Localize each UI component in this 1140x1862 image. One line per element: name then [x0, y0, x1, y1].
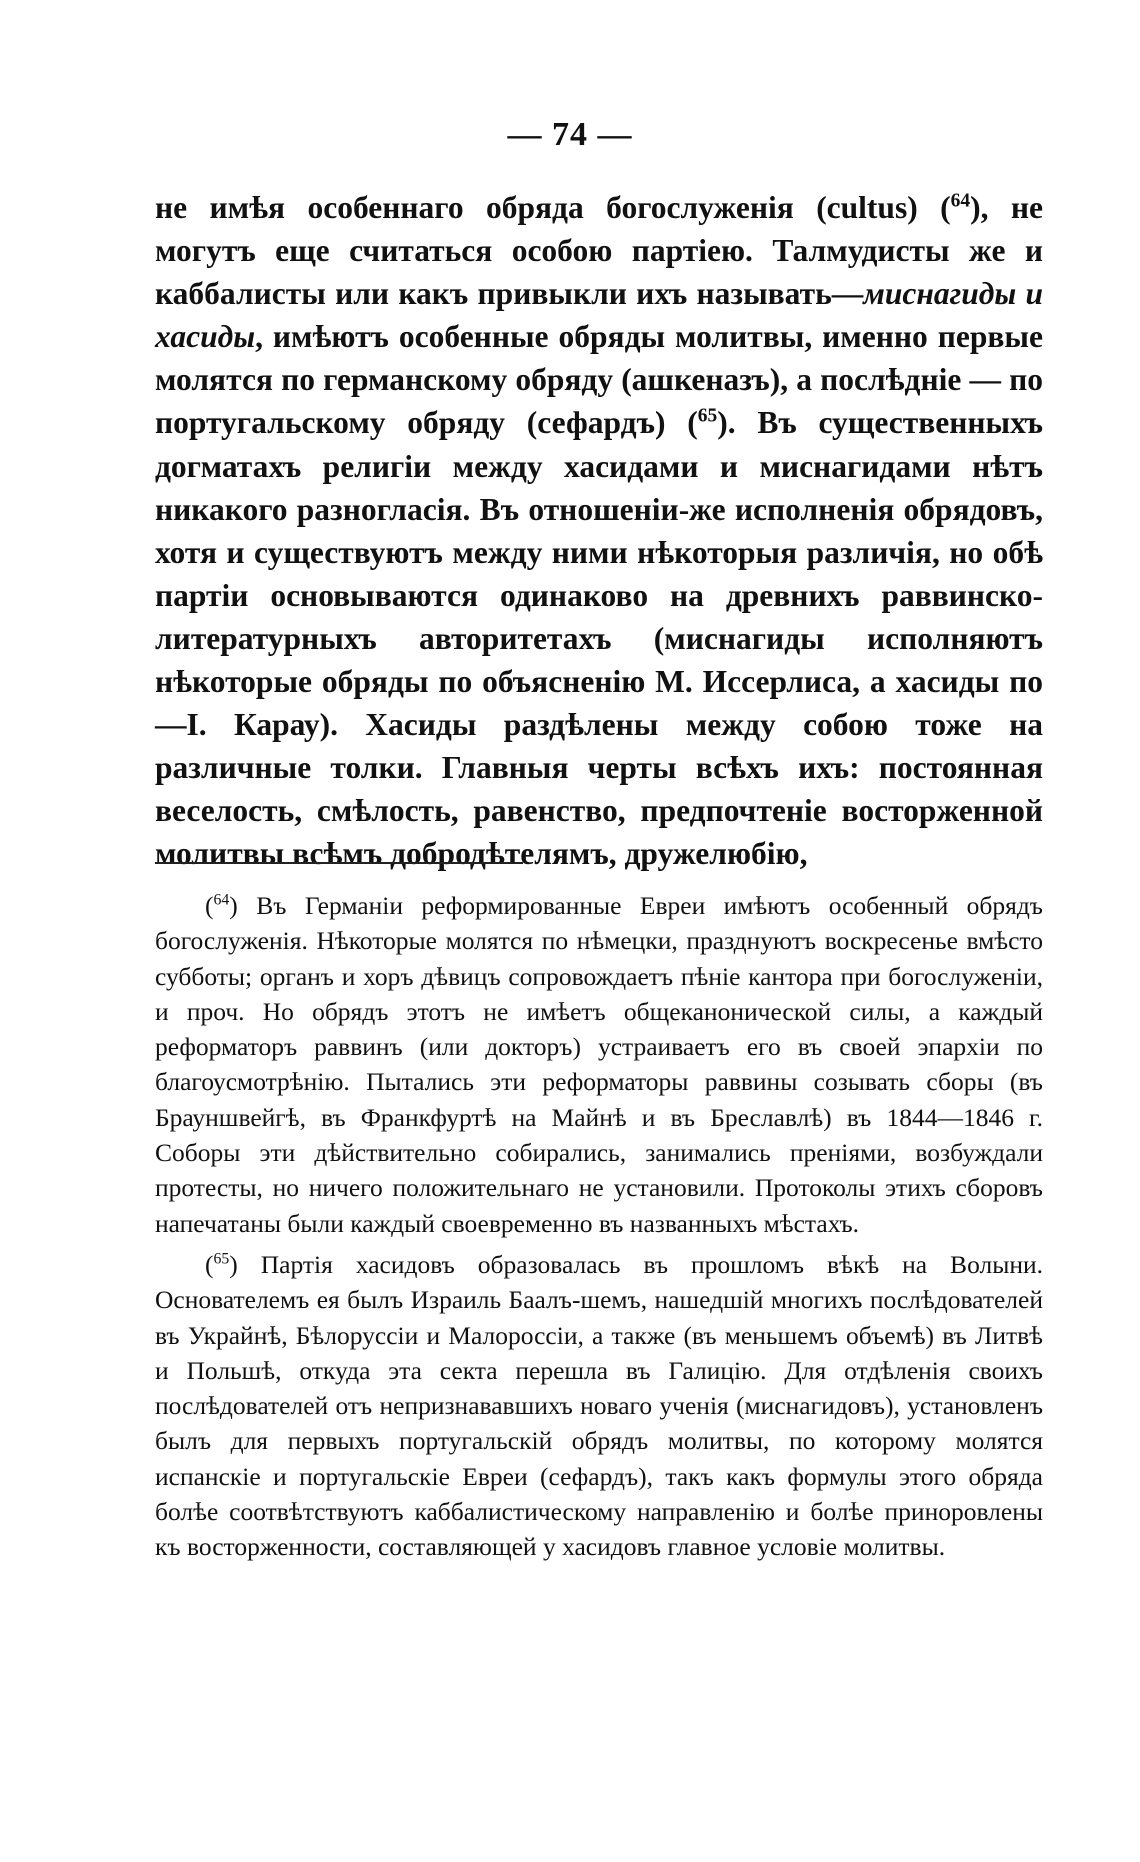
- term-conjunction: и: [1016, 276, 1043, 312]
- page-number: — 74 —: [507, 116, 633, 153]
- footnote-ref-number: 64: [950, 190, 971, 212]
- footnotes: [155, 888, 1043, 1565]
- main-text-segment: . Въ существенныхъ догматахъ религіи между хасидами и миснагидами нѣтъ никакого разногласія. Въ отношеніи-же исполненія обрядовъ, хотя и существуютъ между ними нѣкоторыя различія, но обѣ партіи основываются одинаково на древнихъ раввинско-литературныхъ авторитетахъ (миснагиды исполняютъ нѣкоторые обряды по объясненію М. Иссерлиса, а хасиды по—І. Карау). Хасиды раздѣлены между собою тоже на различные толки. Главныя черты всѣхъ ихъ: постоянная веселость, смѣлость, равенство, предпочтеніе восторженной молитвы всѣмъ добродѣтелямъ, дружелюбію,: [155, 405, 1043, 872]
- footnote-mark-number: 65: [213, 1250, 230, 1268]
- footnote-text: Въ Германіи реформированные Евреи имѣютъ особенный обрядъ богослуженія. Нѣкоторые молятся по нѣмецки, празднуютъ воскресенье вмѣсто субботы; органъ и хоръ дѣвицъ сопровождаетъ пѣніе кантора при богослуженіи, и проч. Но обрядъ этотъ не имѣетъ общеканонической силы, а каждый реформаторъ раввинъ (или докторъ) устраиваетъ его въ своей эпархіи по благоусмотрѣнію. Пытались эти реформаторы раввины созывать сборы (въ Брауншвейгѣ, въ Франкфуртѣ на Майнѣ и въ Бреславлѣ) въ 1844—1846 г. Соборы эти дѣйствительно собирались, занимались преніями, возбуждали протесты, но ничего положительнаго не установили. Протоколы этихъ сборовъ напечатаны были каждый своевременно въ названныхъ мѣстахъ.: [155, 891, 1043, 1238]
- footnote-mark-number: 64: [213, 891, 230, 909]
- footnote-ref-65: ($^{65}$): [687, 405, 728, 441]
- footnote-text: Партія хасидовъ образовалась въ прошломъ вѣкѣ на Волыни. Основателемъ ея былъ Израиль Баалъ-шемъ, нашедшій многихъ послѣдователей въ Украйнѣ, Бѣлоруссіи и Малороссіи, а также (въ меньшемъ объемѣ) въ Литвѣ и Польшѣ, откуда эта секта перешла въ Галицію. Для отдѣленія своихъ послѣдователей отъ непризнававшихъ новаго ученія (миснагидовъ), установленъ былъ для первыхъ португальскій обрядъ молитвы, по которому молятся испанскіе и португальскіе Евреи (сефардъ), такъ какъ формулы этого обряда болѣе соотвѣтствуютъ каббалистическому направленію и болѣе приноровлены къ восторженности, составляющей у хасидовъ главное условіе молитвы.: [155, 1249, 1044, 1562]
- footnote-65: [155, 1247, 1043, 1565]
- main-text: [155, 186, 1043, 876]
- main-paragraph: [155, 186, 1043, 876]
- main-text-segment: не имѣя особеннаго обряда богослуженія (cultus): [155, 190, 918, 225]
- main-text-segment: , не могутъ еще считаться особою партіею. Талмудисты же и каббалисты или какъ привыкли ихъ называть—: [155, 190, 1043, 312]
- footnote-separator: [155, 862, 523, 864]
- main-text-segment: , имѣютъ особенные обряды молитвы, именно первые молятся по германскому обряду (ашкеназъ), а послѣдніе — по португальскому обряду (сефардъ): [155, 319, 1043, 441]
- term-misnagidy: миснагиды: [863, 276, 1017, 312]
- footnote-mark: ($^{65}$): [205, 1249, 238, 1279]
- term-hasidy: хасиды: [155, 319, 256, 355]
- footnote-ref-number: 65: [697, 405, 718, 427]
- footnote-mark: ($^{64}$): [205, 891, 238, 920]
- footnote-64: [155, 888, 1043, 1241]
- footnote-ref-64: ($^{64}$): [940, 190, 981, 225]
